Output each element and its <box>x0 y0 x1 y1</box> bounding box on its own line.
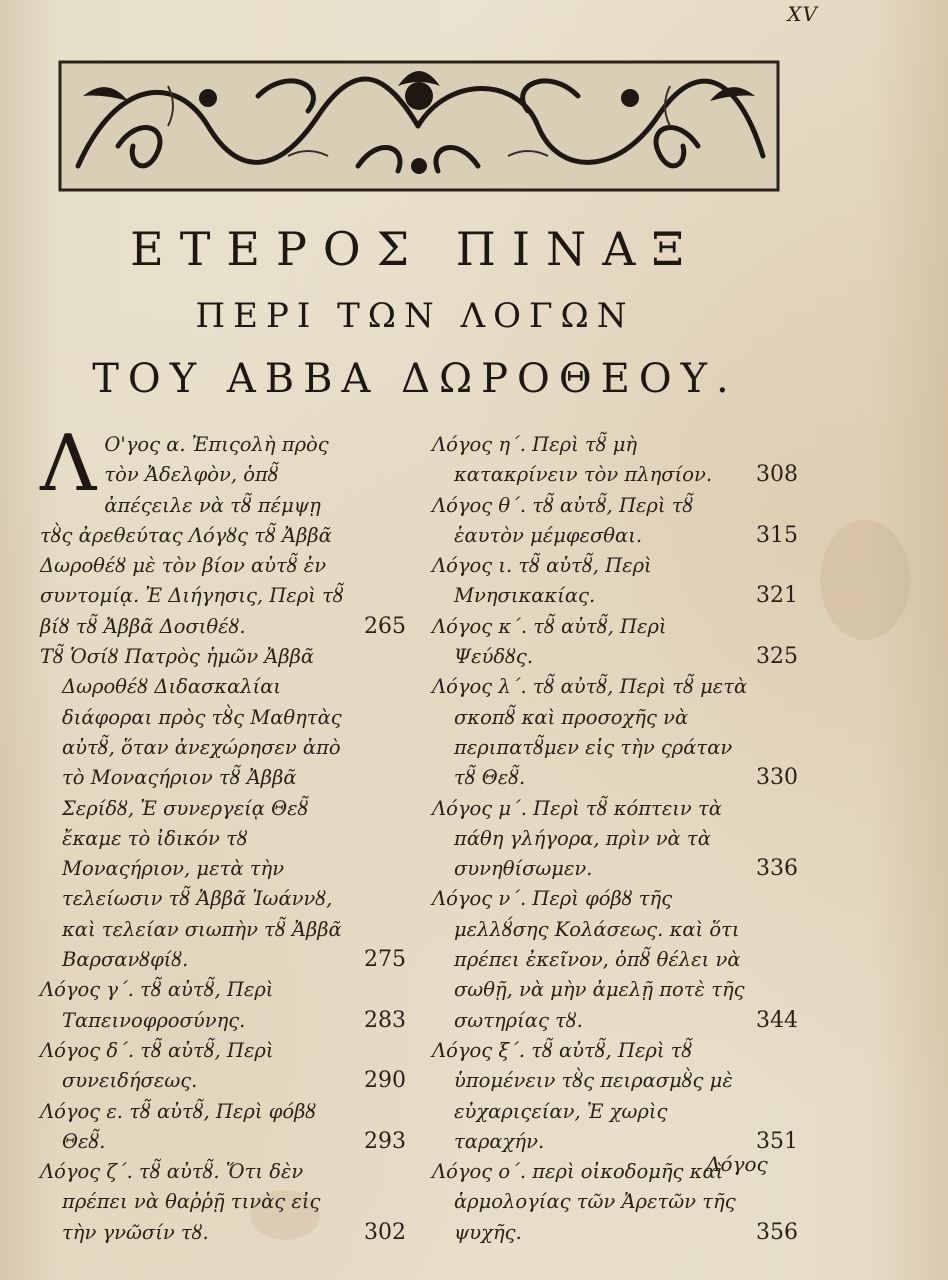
entry-page-number: 321 <box>756 583 798 609</box>
toc-entry <box>432 672 798 793</box>
title-line-2: ΠΕΡΙ ΤΩΝ ΛΟΓΩΝ <box>195 296 635 336</box>
toc-entry <box>432 612 798 673</box>
toc-entry <box>40 1097 406 1158</box>
ornamental-headpiece <box>58 56 780 196</box>
entry-text: Λόγος η΄. Περὶ τȣ̃ μὴ κατακρίνειν τὸν πλησίον. <box>432 433 713 487</box>
paper-stain <box>820 520 910 640</box>
entry-text: Λόγος ο΄. περὶ οἰκοδομῆς καὶ ἁρμολογίας τῶν Ἀρετῶν τῆς ψυχῆς. <box>432 1160 736 1244</box>
entry-page-number: 275 <box>364 947 406 973</box>
toc-entry <box>40 1157 406 1248</box>
title-line-1: ΕΤΕΡΟΣ ΠΙΝΑΞ <box>130 222 700 276</box>
entry-text: Λόγος γ΄. τȣ̃ αὐτȣ̃, Περὶ Ταπεινοφροσύνης. <box>40 978 274 1032</box>
entry-page-number: 356 <box>756 1219 798 1245</box>
entry-text: Λόγος θ΄. τȣ̃ αὐτȣ̃, Περὶ τȣ̃ ἑαυτὸν μέμφεσθαι. <box>432 493 694 547</box>
entry-text: Λόγος λ΄. τȣ̃ αὐτȣ̃, Περὶ τȣ̃ μετὰ σκοπȣ̃ καὶ προσοχῆς νὰ περιπατȣ̃μεν εἰς τὴν ςράταν τȣ̃ Θεȣ̃. <box>432 675 748 790</box>
entry-page-number: 302 <box>364 1219 406 1245</box>
toc-entry <box>432 1036 798 1157</box>
entry-page-number: 265 <box>364 613 406 639</box>
entry-text: Λόγος ξ΄. τȣ̃ αὐτȣ̃, Περὶ τȣ̃ ὑπομένειν τȣ̀ς πειρασμȣ̀ς μὲ εὐχαριςείαν, Ἐ χωρὶς ταραχήν. <box>432 1038 733 1153</box>
entry-text: Λόγος μ΄. Περὶ τȣ̃ κόπτειν τὰ πάθη γλήγορα, πρὶν νὰ τὰ συνηθίσωμεν. <box>432 796 722 881</box>
toc-entry <box>432 794 798 885</box>
entry-page-number: 336 <box>756 856 798 882</box>
title-line-3: ΤΟΥ ΑΒΒΑ ΔΩΡΟΘΕΟΥ. <box>92 356 738 402</box>
toc-entry <box>40 975 406 1036</box>
entry-page-number: 290 <box>364 1068 406 1094</box>
entry-text: Ο'γος α. Ἐπιςολὴ πρὸς τὸν Ἀδελφὸν, ὁπȣ̃ ἀπέςειλε νὰ τȣ̃ πέμψῃ τȣ̀ς ἀρεθεύτας Λόγȣς τȣ̃ Ἀββᾶ Δωροθέȣ μὲ τὸν βίον αὐτȣ̃ ἐν συντομίᾳ. Ἐ Διήγησις, Περὶ τȣ̃ βίȣ τȣ̃ Ἀββᾶ Δοσιθέȣ. <box>40 433 344 638</box>
toc-entry <box>432 884 798 1035</box>
entry-page-number: 283 <box>364 1007 406 1033</box>
toc-entry <box>432 491 798 552</box>
entry-text: Λόγος κ΄. τȣ̃ αὐτȣ̃, Περὶ Ψεύδȣς. <box>432 614 667 669</box>
right-column <box>432 430 798 1248</box>
toc-entry <box>432 551 798 612</box>
entry-page-number: 330 <box>756 765 798 791</box>
toc-entry <box>432 430 798 491</box>
entry-page-number: 293 <box>364 1128 406 1154</box>
entry-page-number: 325 <box>756 644 798 670</box>
entry-text: Λόγος ε. τȣ̃ αὐτȣ̃, Περὶ φόβȣ Θεȣ̃. <box>40 1099 317 1153</box>
toc-entry <box>40 642 406 975</box>
left-column <box>40 419 406 1248</box>
entry-text: Τȣ̃ Ὁσίȣ Πατρὸς ἡμῶν Ἀββᾶ Δωροθέȣ Διδασκαλίαι διάφοραι πρὸς τȣ̀ς Μαθητὰς αὐτȣ̃, ὅταν ἀνεχώρησεν ἀπὸ τὸ Μοναςήριον τȣ̃ Ἀββᾶ Σερίδȣ, Ἐ συνεργείᾳ Θεȣ̃ ἔκαμε τὸ ἰδικόν τȣ Μοναςήριον, μετὰ τὴν τελείωσιν τȣ̃ Ἀββᾶ Ἰωάννȣ, καὶ τελείαν σιωπὴν τȣ̃ Ἀββᾶ Βαρσανȣφίȣ. <box>40 645 342 972</box>
entry-text: Λόγος ν΄. Περὶ φόβȣ τῆς μελλȣ́σης Κολάσεως. καὶ ὅτι πρέπει ἐκεῖνον, ὁπȣ̃ θέλει νὰ σωθῇ, νὰ μὴν ἀμελῇ ποτὲ τῆς σωτηρίας τȣ. <box>432 887 745 1032</box>
catchword: Λόγος <box>706 1152 768 1176</box>
toc-entry <box>40 419 406 642</box>
drop-cap: Λ <box>40 419 97 509</box>
entry-text: Λόγος δ΄. τȣ̃ αὐτȣ̃, Περὶ συνειδήσεως. <box>40 1038 274 1093</box>
entry-page-number: 315 <box>756 522 798 548</box>
entry-text: Λόγος ζ΄. τȣ̃ αὐτȣ̃. Ὅτι δὲν πρέπει νὰ θαῤῥῇ τινὰς εἰς τὴν γνῶσίν τȣ. <box>40 1160 321 1244</box>
entry-page-number: 351 <box>756 1128 798 1154</box>
folio-number: XV <box>787 2 818 26</box>
toc-entry <box>40 1036 406 1097</box>
entry-page-number: 308 <box>756 462 798 488</box>
entry-page-number: 344 <box>756 1007 798 1033</box>
entry-text: Λόγος ι. τȣ̃ αὐτȣ̃, Περὶ Μνησικακίας. <box>432 554 652 608</box>
